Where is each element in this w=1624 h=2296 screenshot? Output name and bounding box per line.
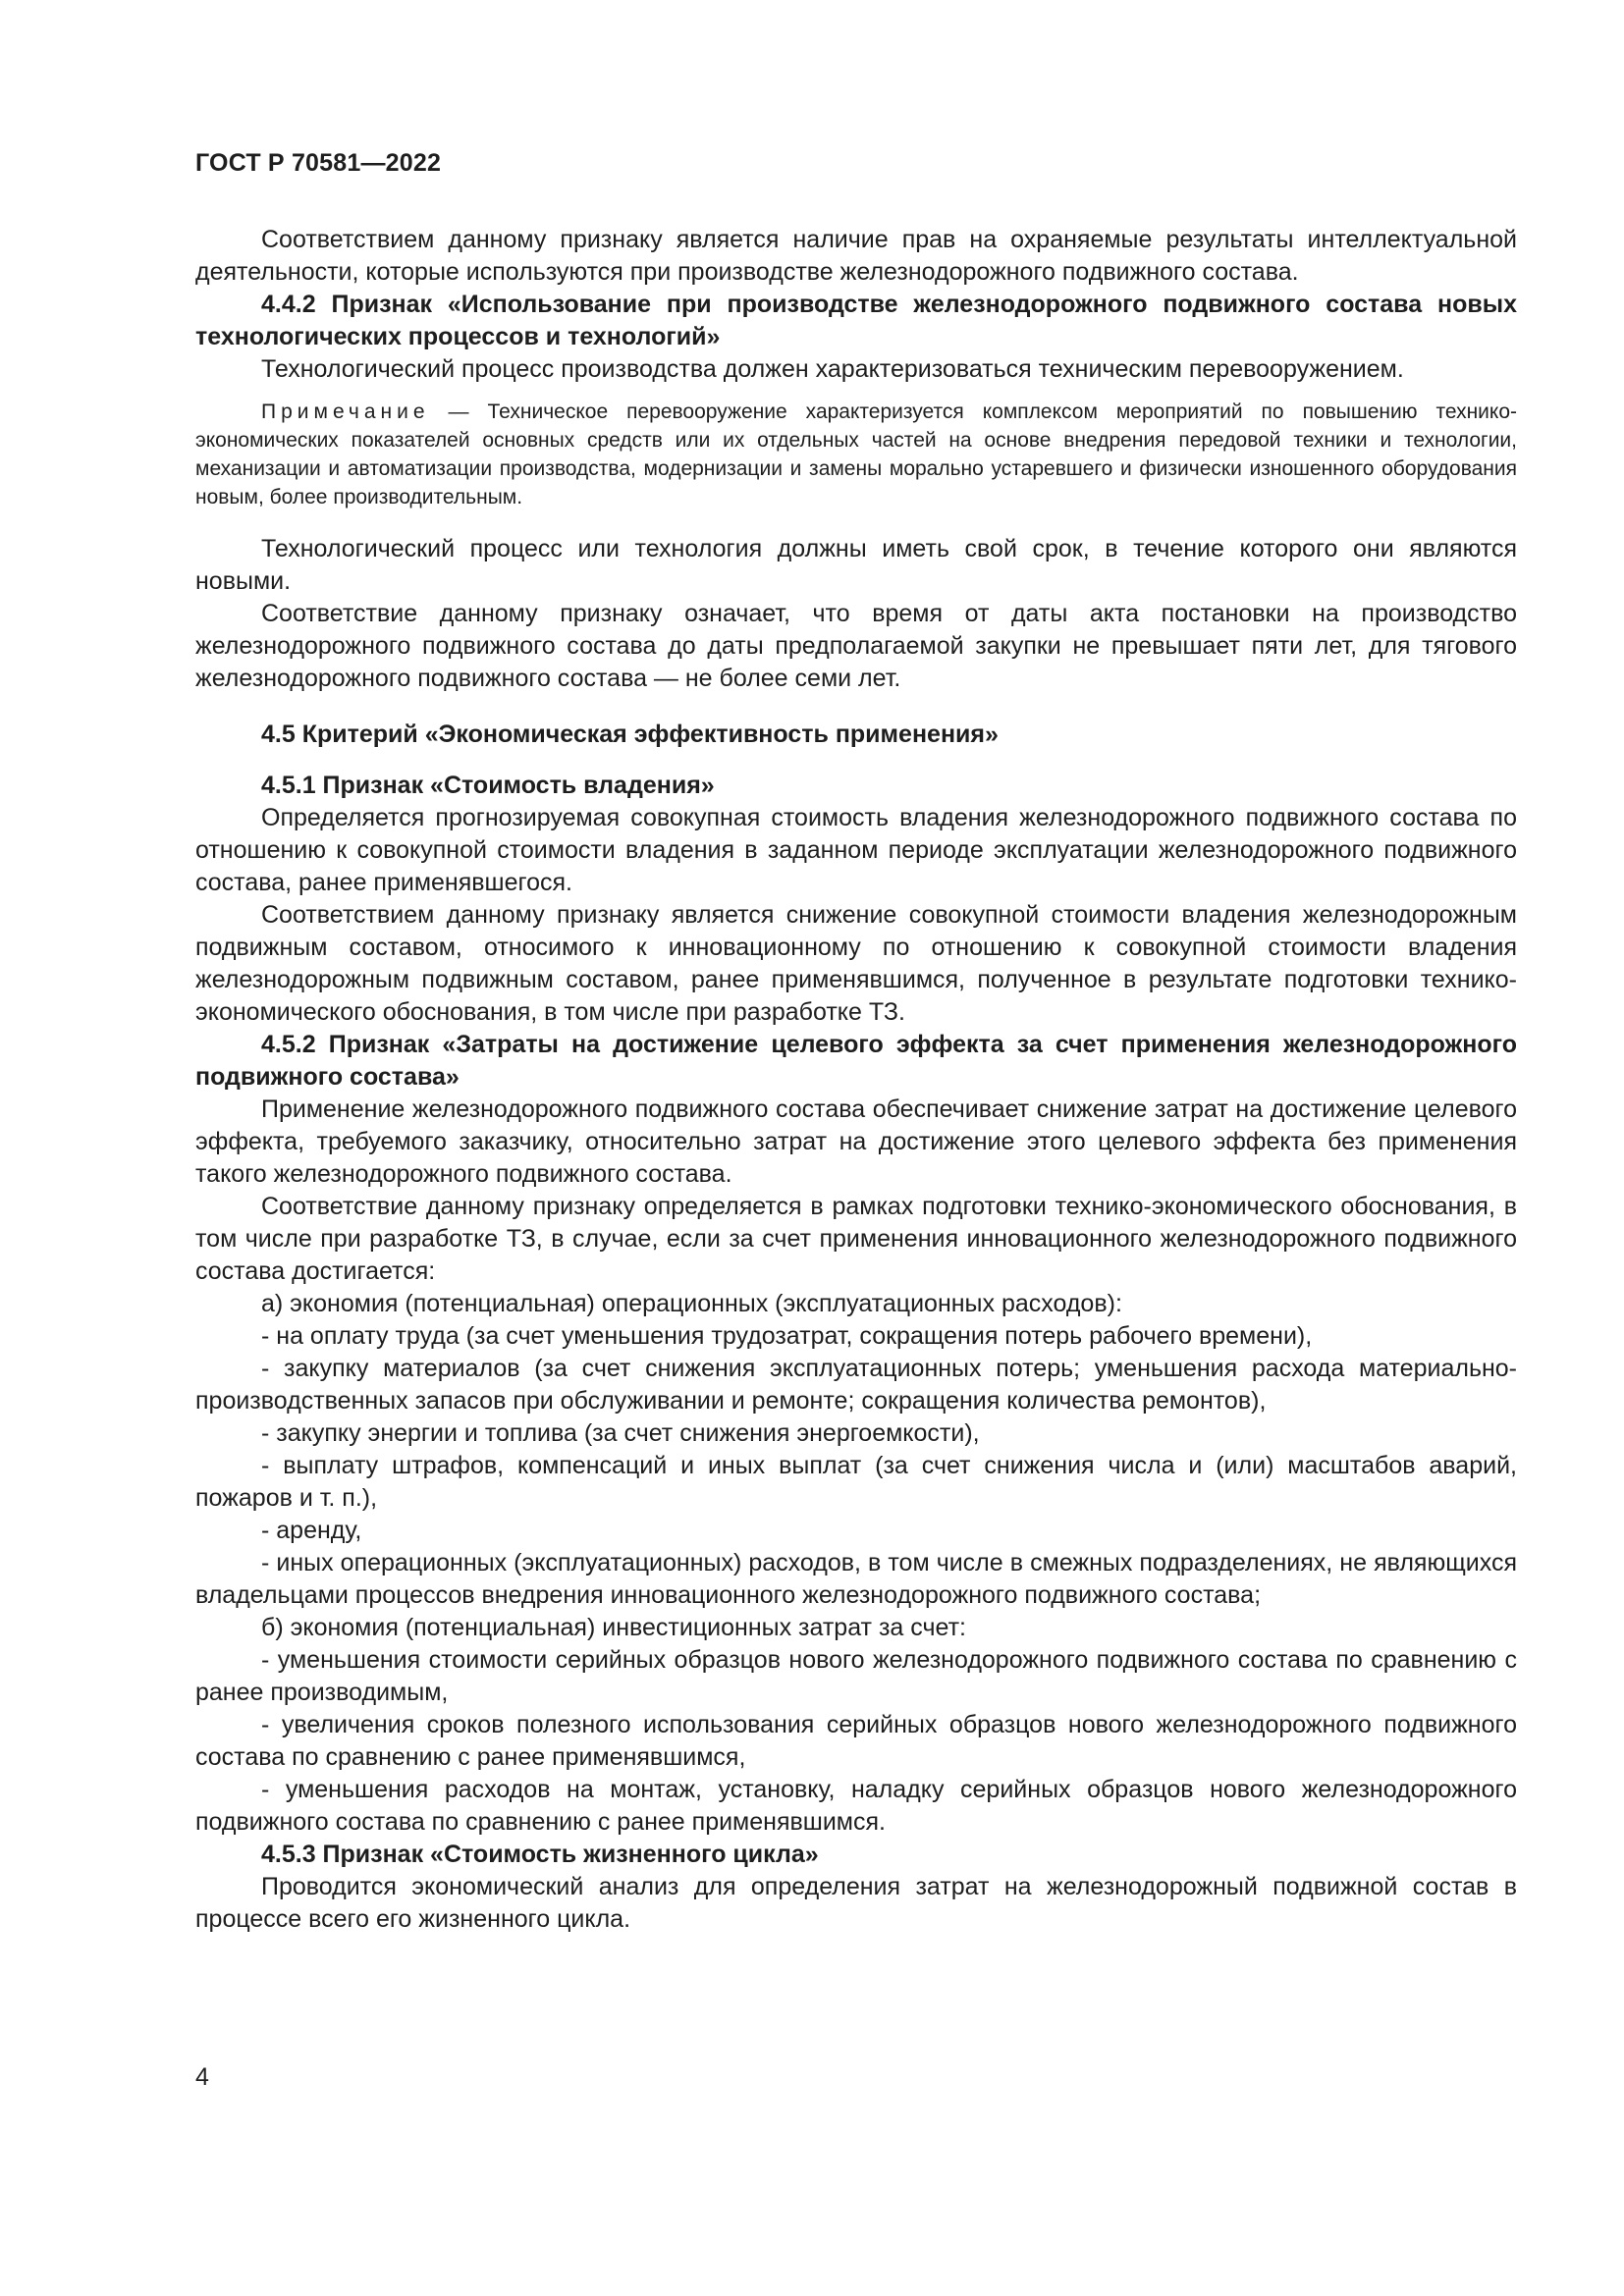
paragraph: Проводится экономический анализ для определения затрат на железнодорожный подвижной состав в процессе всего его жизненного цикла.: [195, 1873, 1517, 1933]
section-heading-4-5-2: 4.5.2 Признак «Затраты на достижение целевого эффекта за счет применения железнодорожного подвижного состава»: [195, 1031, 1517, 1091]
note-text: — Техническое перевооружение характеризуется комплексом мероприятий по повышению технико-экономических показателей основных средств или их отдельных частей на основе внедрения передовой техники и технологии, механизации и автоматизации производства, модернизации и замены морально устаревшего и физически изношенного оборудования новым, более производительным.: [195, 400, 1517, 508]
paragraph: Применение железнодорожного подвижного состава обеспечивает снижение затрат на достижение целевого эффекта, требуемого заказчику, относительно затрат на достижение этого целевого эффекта без применения такого железнодорожного подвижного состава.: [195, 1095, 1517, 1188]
list-item: б) экономия (потенциальная) инвестиционных затрат за счет:: [261, 1614, 966, 1641]
section-heading-4-5-1: 4.5.1 Признак «Стоимость владения»: [261, 772, 715, 799]
paragraph: Технологический процесс производства должен характеризоваться техническим перевооружением.: [261, 355, 1404, 383]
document-body: [195, 224, 1517, 1936]
section-heading-4-5-3: 4.5.3 Признак «Стоимость жизненного цикла»: [261, 1841, 819, 1868]
list-item: - уменьшения стоимости серийных образцов нового железнодорожного подвижного состава по сравнению с ранее производимым,: [195, 1646, 1517, 1706]
note-label: Примечание: [261, 400, 430, 423]
list-item: - уменьшения расходов на монтаж, установку, наладку серийных образцов нового железнодорожного подвижного состава по сравнению с ранее применявшимся.: [195, 1776, 1517, 1836]
list-item: - закупку энергии и топлива (за счет снижения энергоемкости),: [261, 1419, 980, 1447]
section-heading-4-5: 4.5 Критерий «Экономическая эффективность применения»: [261, 721, 999, 748]
page-number: 4: [195, 2063, 209, 2091]
paragraph: Соответствие данному признаку означает, что время от даты акта постановки на производство железнодорожного подвижного состава до даты предполагаемой закупки не превышает пяти лет, для тягового железнодорожного подвижного состава — не более семи лет.: [195, 600, 1517, 692]
list-item: - закупку материалов (за счет снижения эксплуатационных потерь; уменьшения расхода материально-производственных запасов при обслуживании и ремонте; сокращения количества ремонтов),: [195, 1355, 1517, 1415]
list-item: - увеличения сроков полезного использования серийных образцов нового железнодорожного подвижного состава по сравнению с ранее применявшимся,: [195, 1711, 1517, 1771]
list-item: а) экономия (потенциальная) операционных (эксплуатационных расходов):: [261, 1290, 1122, 1317]
note: [195, 398, 1517, 511]
section-heading-4-4-2: 4.4.2 Признак «Использование при производстве железнодорожного подвижного состава новых технологических процессов и технологий»: [195, 291, 1517, 350]
paragraph: Технологический процесс или технология должны иметь свой срок, в течение которого они являются новыми.: [195, 535, 1517, 595]
paragraph: Соответствием данному признаку является наличие прав на охраняемые результаты интеллектуальной деятельности, которые используются при производстве железнодорожного подвижного состава.: [195, 226, 1517, 286]
paragraph: Соответствием данному признаку является снижение совокупной стоимости владения железнодорожным подвижным составом, относимого к инновационному по отношению к совокупной стоимости владения железнодорожным подвижным составом, ранее применявшимся, полученное в результате подготовки технико-экономического обоснования, в том числе при разработке ТЗ.: [195, 901, 1517, 1026]
list-item: - выплату штрафов, компенсаций и иных выплат (за счет снижения числа и (или) масштабов аварий, пожаров и т. п.),: [195, 1452, 1517, 1512]
list-item: - аренду,: [261, 1517, 362, 1544]
paragraph: Определяется прогнозируемая совокупная стоимость владения железнодорожного подвижного состава по отношению к совокупной стоимости владения в заданном периоде эксплуатации железнодорожного подвижного состава, ранее применявшегося.: [195, 804, 1517, 896]
list-item: - иных операционных (эксплуатационных) расходов, в том числе в смежных подразделениях, не являющихся владельцами процессов внедрения инновационного железнодорожного подвижного состава;: [195, 1549, 1517, 1609]
document-header: ГОСТ Р 70581—2022: [195, 149, 442, 177]
paragraph: Соответствие данному признаку определяется в рамках подготовки технико-экономического обоснования, в том числе при разработке ТЗ, в случае, если за счет применения инновационного железнодорожного подвижного состава достигается:: [195, 1193, 1517, 1285]
list-item: - на оплату труда (за счет уменьшения трудозатрат, сокращения потерь рабочего времени),: [261, 1322, 1313, 1350]
